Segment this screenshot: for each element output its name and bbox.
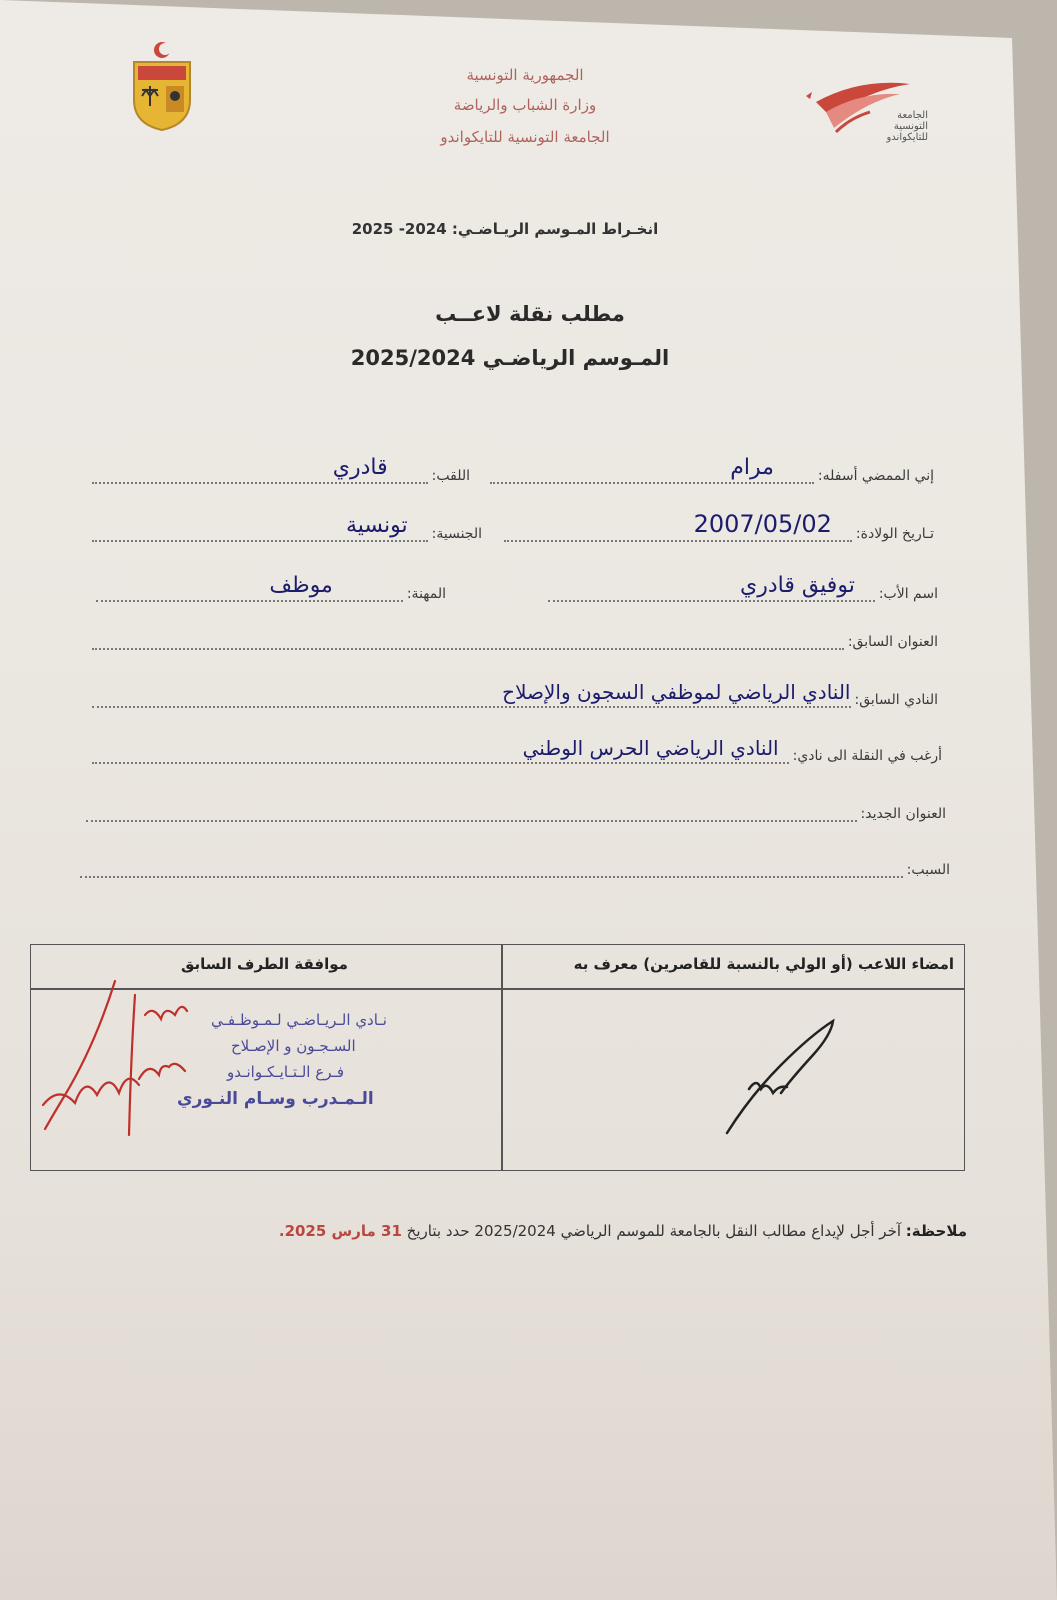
nationality-label: الجنسية:	[431, 526, 482, 542]
player-signature	[721, 1015, 851, 1135]
new-club-field[interactable]	[92, 736, 789, 764]
previous-address-label: العنوان السابق:	[847, 634, 938, 650]
birth-date-field[interactable]	[504, 510, 852, 542]
federation-logo-text-1: الجامعة	[897, 110, 928, 121]
surname-field[interactable]	[92, 455, 428, 484]
birth-date-value: 2007/05/02	[693, 510, 832, 538]
federation-logo-text-2: التونسية	[893, 121, 928, 132]
note-text: آخر أجل لإيداع مطالب النقل بالجامعة للموسم الرياضي 2025/2024 حدد بتاريخ	[406, 1222, 902, 1240]
player-signature-header: امضاء اللاعب (أو الولي بالنسبة للقاصرين) معرف به	[573, 955, 954, 973]
signature-table	[30, 944, 965, 1171]
header-federation: الجامعة التونسية للتايكواندو	[440, 128, 610, 146]
document-title: مطلب نقلة لاعــب	[435, 302, 625, 326]
coat-of-arms-logo	[128, 40, 196, 132]
reason-label: السبب:	[906, 862, 950, 878]
club-stamp-line-1: نـادي الـريـاضـي لـمـوظـفـي	[211, 1011, 387, 1029]
previous-party-approval-header: موافقة الطرف السابق	[181, 955, 348, 973]
federation-logo	[800, 72, 940, 152]
name-label: إني الممضي أسفله:	[817, 468, 934, 484]
reason-field[interactable]	[80, 862, 903, 878]
note-label: ملاحظة:	[905, 1222, 967, 1240]
nationality-value: تونسية	[345, 513, 408, 538]
name-value: مرام	[730, 455, 774, 480]
previous-club-value: النادي الرياضي لموظفي السجون والإصلاح	[502, 680, 851, 704]
job-field[interactable]	[96, 573, 403, 602]
new-club-label: أرغب في النقلة الى نادي:	[792, 748, 942, 764]
previous-club-field[interactable]	[92, 680, 851, 708]
job-label: المهنة:	[406, 586, 446, 602]
name-field[interactable]	[490, 455, 814, 484]
father-name-field[interactable]	[548, 573, 875, 602]
header-ministry: وزارة الشباب والرياضة	[453, 96, 597, 114]
nationality-field[interactable]	[92, 513, 428, 542]
document-subtitle: المـوسم الرياضـي 2025/2024	[350, 346, 670, 370]
affiliation-season: انخـراط المـوسم الريـاضـي: 2024- 2025	[351, 220, 659, 238]
club-stamp-line-3: فـرع الـتـايـكـوانـدو	[227, 1063, 345, 1081]
previous-address-field[interactable]	[92, 634, 844, 650]
coach-signature	[35, 975, 205, 1145]
previous-club-label: النادي السابق:	[854, 692, 938, 708]
father-name-value: توفيق قادري	[739, 573, 855, 598]
deadline-note	[180, 1222, 967, 1240]
job-value: موظف	[269, 573, 333, 598]
federation-logo-text-3: للتايكواندو	[886, 132, 928, 143]
club-stamp-line-2: السـجـون و الإصـلاح	[231, 1037, 356, 1055]
surname-label: اللقب:	[431, 468, 470, 484]
new-club-value: النادي الرياضي الحرس الوطني	[522, 736, 779, 760]
header-republic: الجمهورية التونسية	[466, 66, 584, 84]
note-deadline: 31 مارس 2025.	[278, 1222, 402, 1240]
new-address-label: العنوان الجديد:	[860, 806, 946, 822]
father-name-label: اسم الأب:	[878, 586, 938, 602]
surname-value: قادري	[332, 455, 388, 480]
birth-date-label: تـاريخ الولادة:	[855, 526, 934, 542]
club-stamp-line-4: الـمـدرب وسـام النـوري	[177, 1089, 374, 1109]
new-address-field[interactable]	[86, 806, 857, 822]
